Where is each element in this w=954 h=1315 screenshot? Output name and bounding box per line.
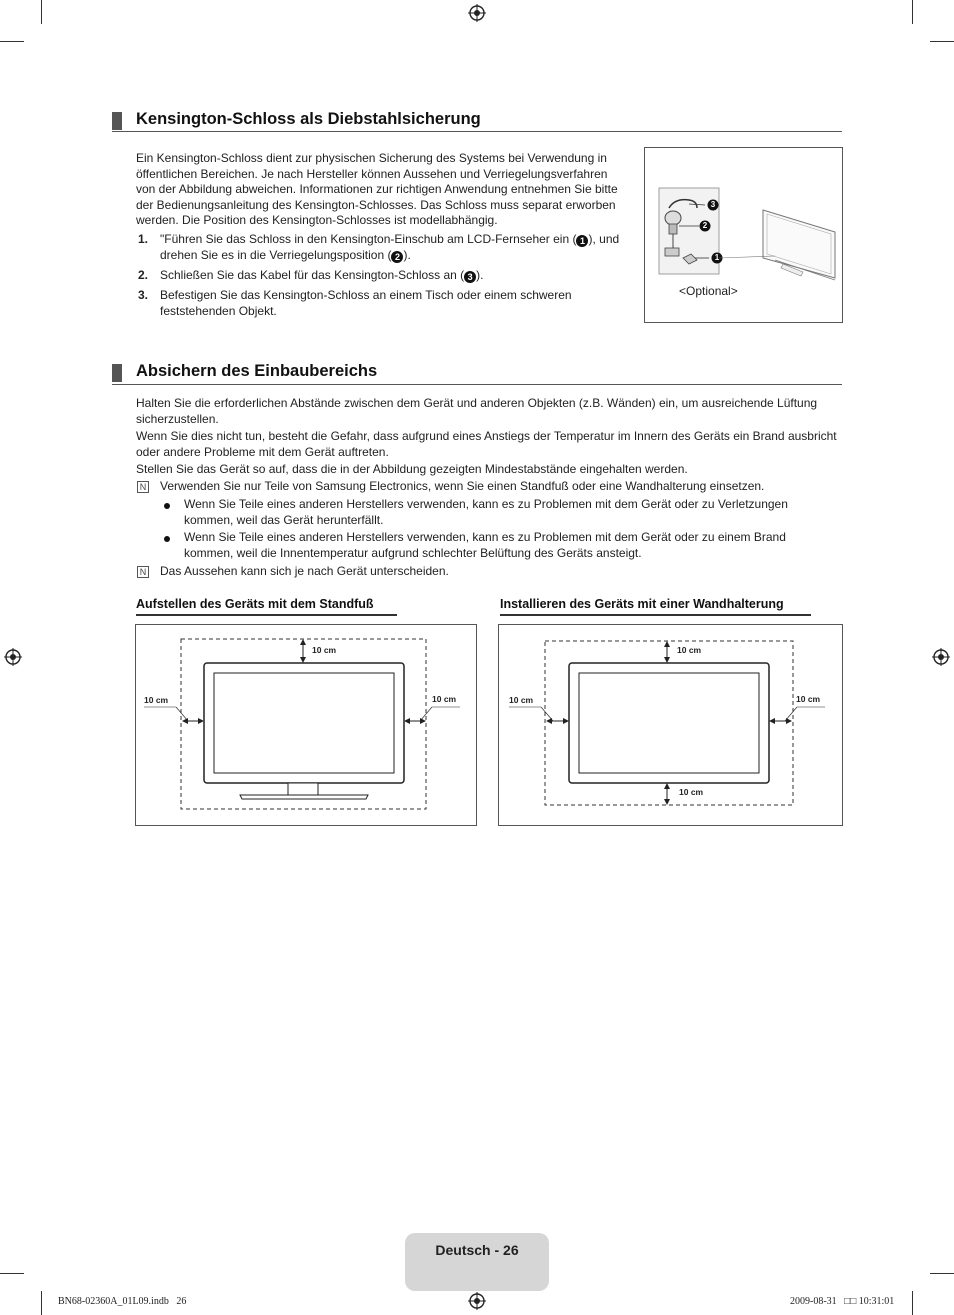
crop-mark	[41, 0, 42, 24]
step-1-text	[160, 232, 632, 263]
section-rule	[112, 384, 842, 385]
step-number: 1.	[138, 232, 149, 246]
paragraph: Stellen Sie das Gerät so auf, dass die in der Abbildung gezeigten Mindestabstände eingehalten werden.	[136, 462, 688, 476]
step-3-text: Befestigen Sie das Kensington-Schloss an einem Tisch oder einem schweren feststehenden Objekt.	[160, 288, 572, 318]
page-number: Deutsch - 26	[435, 1242, 519, 1258]
step-number: 2.	[138, 268, 149, 282]
sub-title-underline	[500, 614, 811, 616]
note-text: Das Aussehen kann sich je nach Gerät unterscheiden.	[160, 564, 449, 578]
section-title-einbaubereich: Absichern des Einbaubereichs	[136, 362, 378, 380]
wall-diagram	[498, 624, 843, 826]
clearance-right-label: 10 cm	[796, 694, 821, 704]
callout-2-icon: 2	[391, 251, 403, 263]
bullet-icon	[164, 503, 170, 509]
stand-diagram	[135, 624, 477, 826]
clearance-top-label: 10 cm	[312, 645, 337, 655]
crop-mark	[930, 41, 954, 42]
paragraph: Wenn Sie dies nicht tun, besteht die Gefahr, dass aufgrund eines Anstiegs der Temperatur im Innern des Geräts ein Brand ausbricht oder andere Probleme mit dem Gerät auftreten.	[136, 429, 837, 459]
bullet-text: Wenn Sie Teile eines anderen Herstellers verwenden, kann es zu Problemen mit dem Gerät oder zu Verletzungen kommen, weil das Gerät herunterfällt.	[184, 497, 788, 527]
clearance-top-label: 10 cm	[677, 645, 702, 655]
kensington-lock-illustration	[645, 148, 842, 322]
crop-mark	[930, 1273, 954, 1274]
note-icon: N	[137, 481, 149, 493]
registration-mark-icon	[468, 1292, 486, 1310]
stand-diagram-title: Aufstellen des Geräts mit dem Standfuß	[136, 597, 374, 611]
step-2-text-a: Schließen Sie das Kabel für das Kensington-Schloss an (	[160, 268, 465, 282]
section-marker	[112, 364, 122, 382]
note-text: Verwenden Sie nur Teile von Samsung Electronics, wenn Sie einen Standfuß oder eine Wandhalterung einsetzen.	[160, 479, 765, 493]
figure-mark: 3	[710, 200, 716, 209]
section-rule	[112, 131, 842, 132]
callout-3-icon: 3	[464, 271, 476, 283]
sub-title-underline	[136, 614, 397, 616]
step-1-text-c: ).	[403, 247, 411, 262]
registration-mark-icon	[468, 4, 486, 22]
clearance-bottom-label: 10 cm	[679, 787, 704, 797]
kensington-intro: Ein Kensington-Schloss dient zur physischen Sicherung des Systems bei Verwendung in öffentlichen Bereichen. Je nach Hersteller können Aussehen und Verriegelungsverfahren von der Abbildung abweichen. Informationen zur richtigen Anwendung entnehmen Sie bitte der Bedienungsanleitung des Kensington-Schlosses. Das Schloss muss separat erworben werden. Die Position des Kensington-Schlosses ist modellabhängig.	[136, 151, 618, 227]
step-number: 3.	[138, 288, 149, 302]
bullet-icon	[164, 536, 170, 542]
wall-diagram-title: Installieren des Geräts mit einer Wandhalterung	[500, 597, 784, 611]
figure-mark: 2	[702, 221, 708, 230]
step-2-text	[160, 268, 632, 284]
clearance-left-label: 10 cm	[509, 695, 534, 705]
stand-clearance-illustration	[136, 625, 476, 825]
figure-mark: 1	[714, 253, 720, 262]
clearance-left-label: 10 cm	[144, 695, 169, 705]
registration-mark-icon	[932, 648, 950, 666]
clearance-right-label: 10 cm	[432, 694, 457, 704]
crop-mark	[0, 41, 24, 42]
crop-mark	[912, 1291, 913, 1315]
step-1-text-b: ), und drehen Sie es in die Verriegelungsposition (	[160, 232, 620, 262]
paragraph: Halten Sie die erforderlichen Abstände zwischen dem Gerät und anderen Objekten (z.B. Wänden) ein, um ausreichende Lüftung sicherzustellen.	[136, 396, 818, 426]
section-title-kensington: Kensington-Schloss als Diebstahlsicherung	[136, 110, 481, 128]
print-slug-right: 2009-08-31 □□ 10:31:01	[790, 1296, 895, 1307]
bullet-text: Wenn Sie Teile eines anderen Herstellers verwenden, kann es zu Problemen mit dem Gerät oder zu einem Brand kommen, weil die Innentemperatur aufgrund schlechter Belüftung des Geräts ansteigt.	[184, 530, 786, 560]
step-2-text-b: ).	[476, 268, 484, 282]
kensington-figure	[644, 147, 843, 323]
crop-mark	[41, 1291, 42, 1315]
wall-clearance-illustration	[499, 625, 842, 825]
callout-1-icon: 1	[576, 235, 588, 247]
section-marker	[112, 112, 122, 130]
print-slug-left: BN68-02360A_01L09.indb 26	[58, 1296, 187, 1307]
registration-mark-icon	[4, 648, 22, 666]
step-1-text-a: "Führen Sie das Schloss in den Kensington-Einschub am LCD-Fernseher ein (	[160, 232, 577, 246]
crop-mark	[0, 1273, 24, 1274]
figure-caption: <Optional>	[679, 284, 738, 298]
note-icon: N	[137, 566, 149, 578]
crop-mark	[912, 0, 913, 24]
